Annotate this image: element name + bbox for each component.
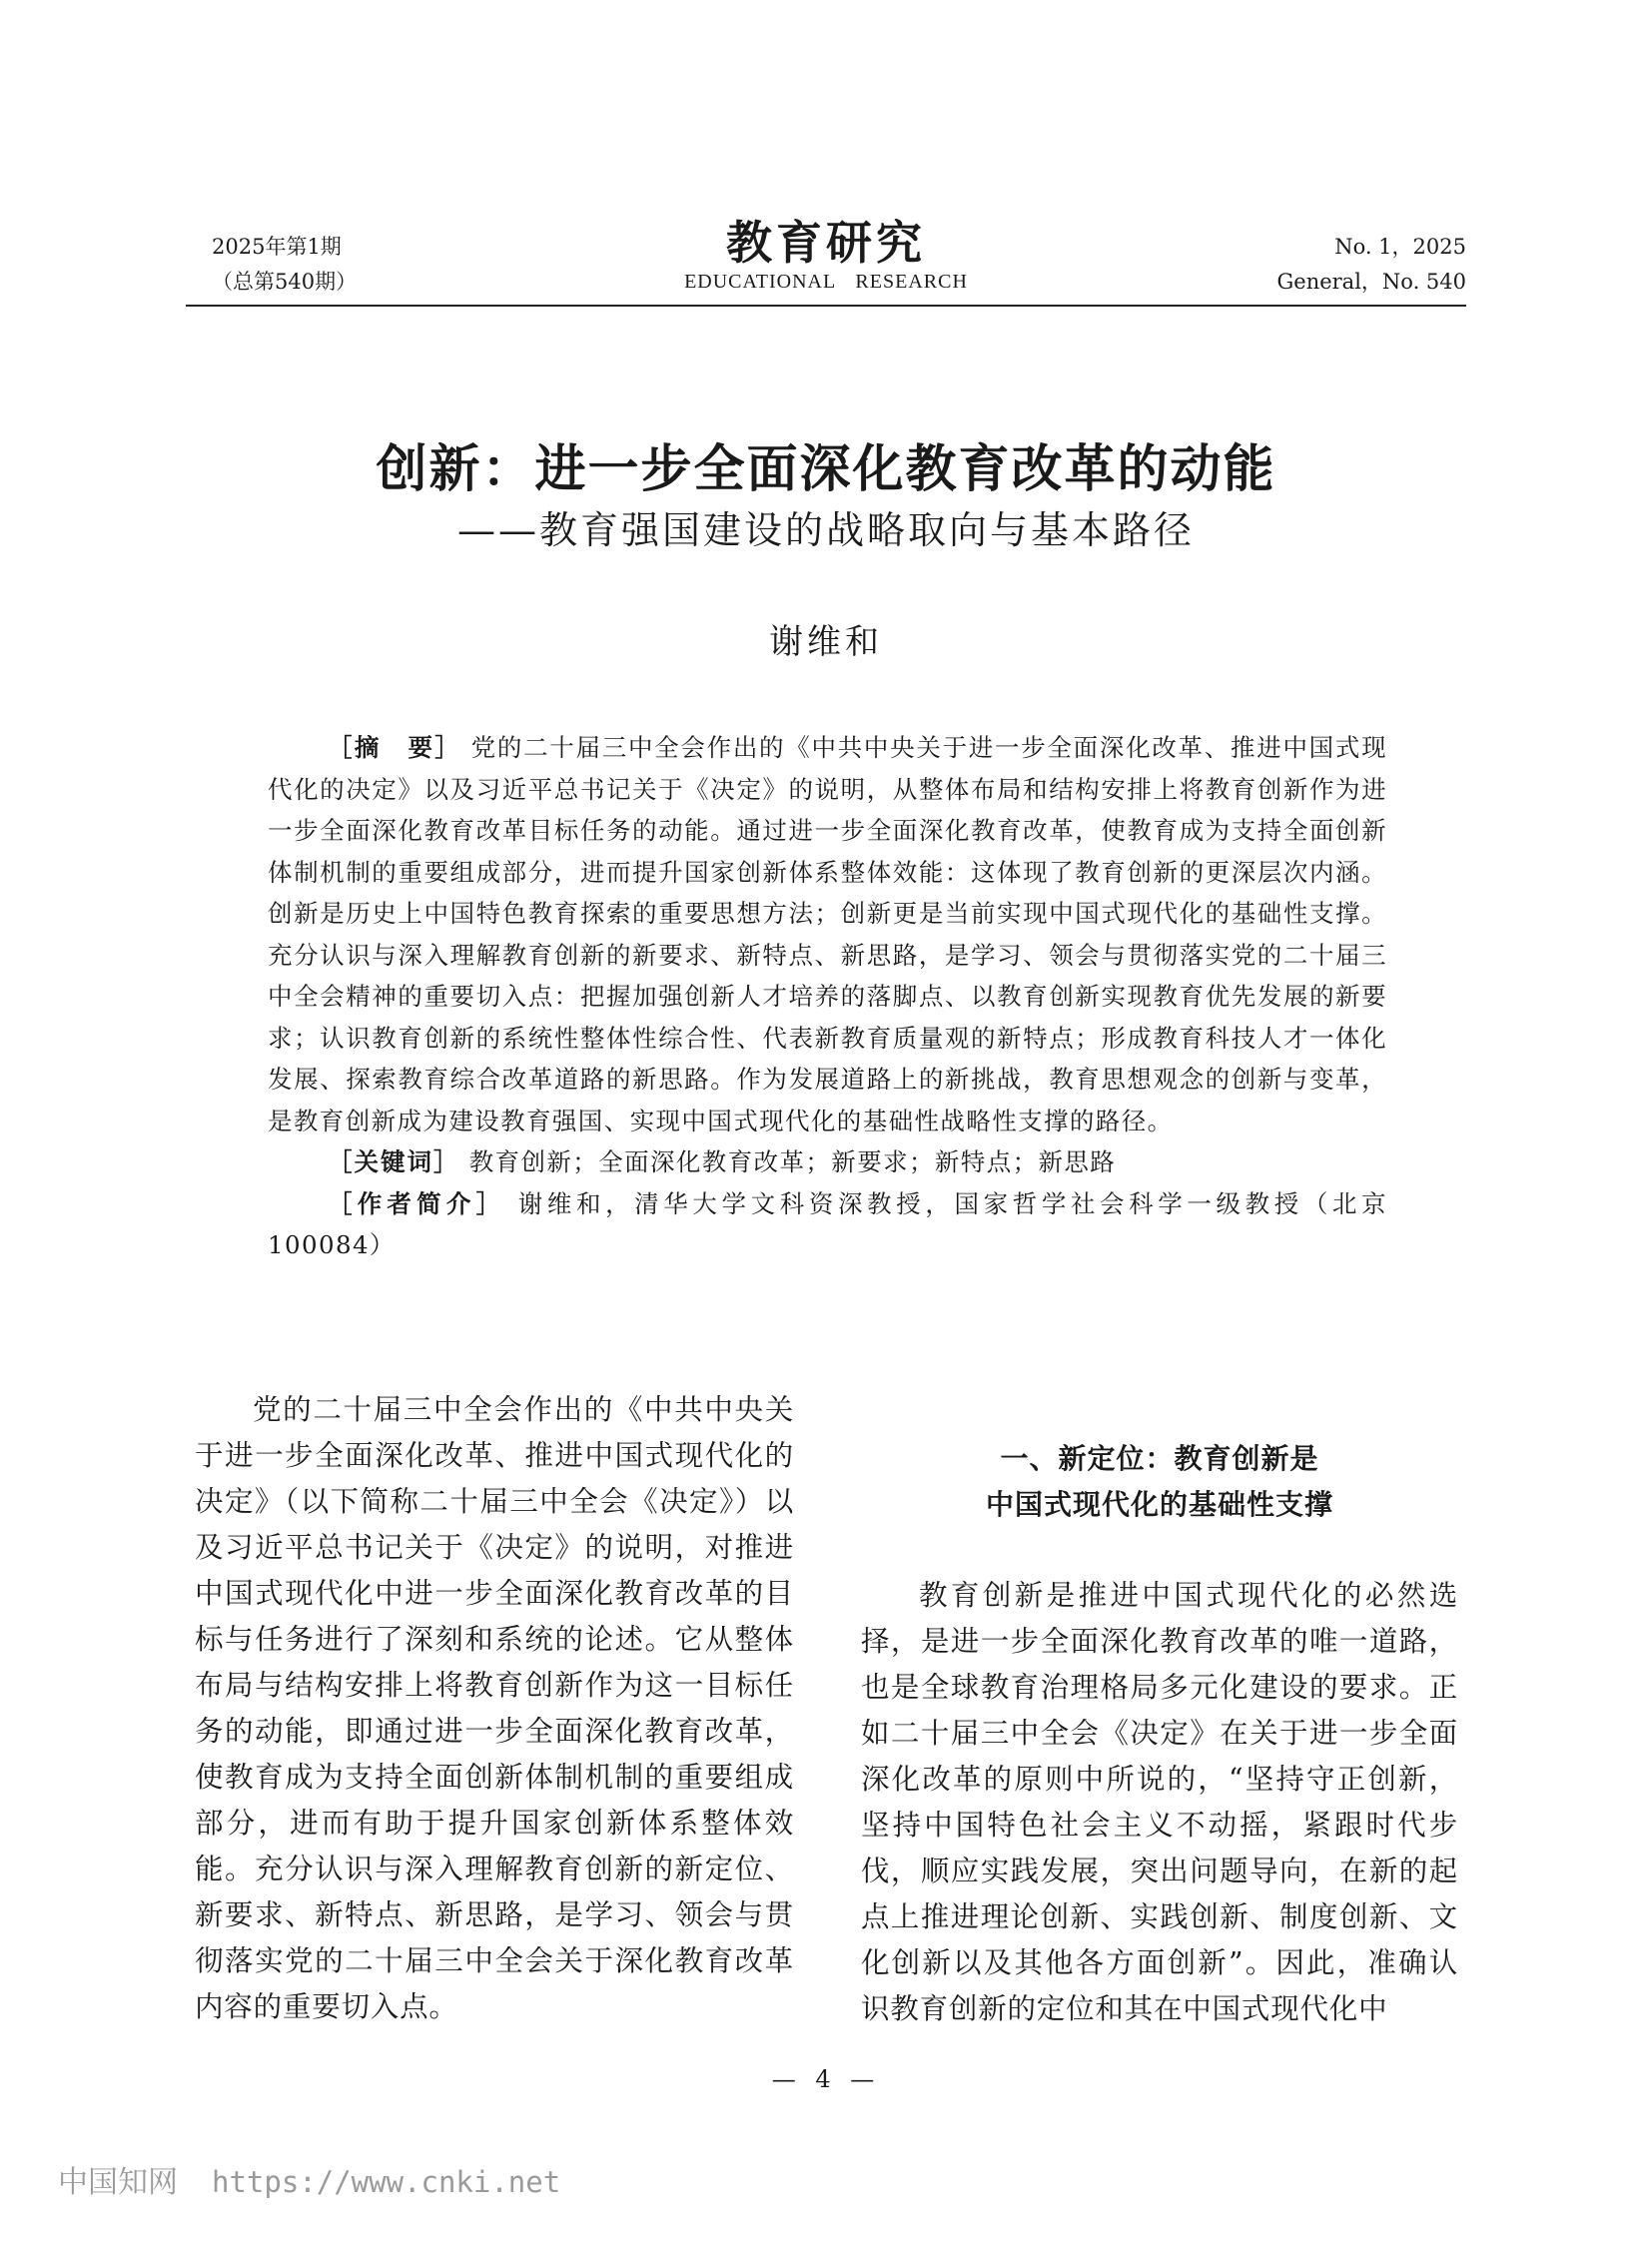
abstract-label: ［摘 要］ [328, 733, 462, 762]
issue-number-en: No. 1，2025 [1334, 235, 1466, 259]
article-author: 谢维和 [769, 622, 883, 662]
page-number: — 4 — [771, 2065, 881, 2093]
keywords-line [268, 1141, 1387, 1183]
author-intro-text: 谢维和，清华大学文科资深教授，国家哲学社会科学一级教授（北京 100084） [268, 1188, 1413, 1259]
body-paragraph: 党的二十届三中全会作出的《中共中央关于进一步全面深化改革、推进中国式现代化的决定》（以下简称二十届三中全会《决定》）以及习近平总书记关于《决定》的说明，对推进中国式现代化中进一步全面深化教育改革的目标与任务进行了深刻和系统的论述。它从整体布局与结构安排上将教育创新作为这一目标任务的动能，即通过进一步全面深化教育改革，使教育成为支持全面创新体制机制的重要组成部分，进而有助于提升国家创新体系整体效能。充分认识与深入理解教育创新的新定位、新要求、新特点、新思路，是学习、领会与贯彻落实党的二十届三中全会关于深化教育改革内容的重要切入点。 [195, 1393, 794, 2023]
section-heading-line: 中国式现代化的基础性支撑 [985, 1488, 1333, 1521]
journal-logo-cn: 教育研究 [726, 216, 926, 270]
watermark-url: https://www.cnki.net [212, 2165, 561, 2199]
body-column-right [861, 1573, 1458, 2032]
abstract-paragraph [268, 727, 1387, 1141]
issue-general-number-en: General，No. 540 [1276, 270, 1466, 294]
section-heading-line: 一、新定位：教育创新是 [1000, 1442, 1319, 1475]
author-intro-line [268, 1183, 1413, 1266]
issue-year-number: 2025年第1期 [212, 235, 342, 259]
watermark-text: 中国知网 [58, 2165, 178, 2200]
body-paragraph: 教育创新是推进中国式现代化的必然选择，是进一步全面深化教育改革的唯一道路，也是全球教育治理格局多元化建设的要求。正如二十届三中全会《决定》在关于进一步全面深化改革的原则中所说的，“坚持守正创新，坚持中国特色社会主义不动摇，紧跟时代步伐，顺应实践发展，突出问题导向，在新的起点上推进理论创新、实践创新、制度创新、文化创新以及其他各方面创新”。因此，准确认识教育创新的定位和其在中国式现代化中 [861, 1579, 1458, 2025]
issue-info-left [212, 230, 357, 300]
journal-name-en: EDUCATIONAL RESEARCH [684, 271, 968, 293]
header-rule [186, 305, 1466, 307]
keywords-text: 教育创新；全面深化教育改革；新要求；新特点；新思路 [468, 1147, 1117, 1176]
article-subtitle: ——教育强国建设的战略取向与基本路径 [456, 508, 1195, 552]
abstract-block [268, 727, 1413, 1266]
body-column-left [195, 1387, 794, 2030]
cnki-watermark [58, 2157, 560, 2201]
journal-masthead [576, 218, 1076, 296]
section-heading [861, 1436, 1458, 1528]
issue-info-right [1276, 230, 1466, 300]
abstract-text: 党的二十届三中全会作出的《中共中央关于进一步全面深化改革、推进中国式现代化的决定》以及习近平总书记关于《决定》的说明，从整体布局和结构安排上将教育创新作为进一步全面深化教育改革目标任务的动能。通过进一步全面深化教育改革，使教育成为支持全面创新体制机制的重要组成部分，进而提升国家创新体系整体效能：这体现了教育创新的更深层次内涵。创新是历史上中国特色教育探索的重要思想方法；创新更是当前实现中国式现代化的基础性支撑。充分认识与深入理解教育创新的新要求、新特点、新思路，是学习、领会与贯彻落实党的二十届三中全会精神的重要切入点：把握加强创新人才培养的落脚点、以教育创新实现教育优先发展的新要求；认识教育创新的系统性整体性综合性、代表新教育质量观的新特点；形成教育科技人才一体化发展、探索教育综合改革道路的新思路。作为发展道路上的新挑战，教育思想观念的创新与变革，是教育创新成为建设教育强国、实现中国式现代化的基础性战略性支撑的路径。 [268, 733, 1387, 1135]
issue-total-number: （总第540期） [212, 270, 358, 294]
author-intro-label: ［作者简介］ [328, 1188, 506, 1218]
article-title: 创新：进一步全面深化教育改革的动能 [376, 440, 1276, 499]
keywords-label: ［关键词］ [328, 1147, 460, 1176]
